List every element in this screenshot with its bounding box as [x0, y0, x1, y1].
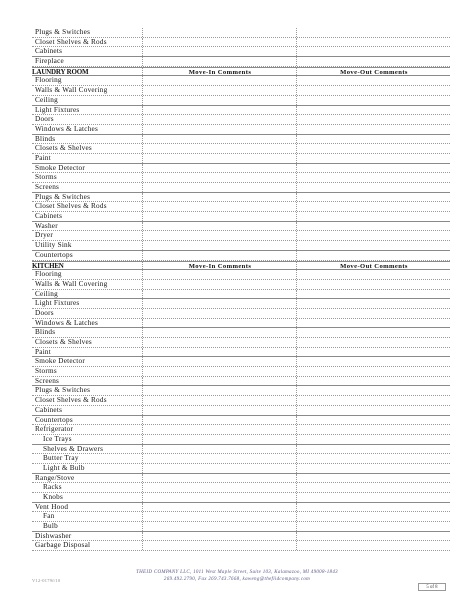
move-out-comment-cell[interactable] — [296, 416, 451, 425]
item-label: Butter Tray — [43, 454, 79, 463]
move-in-comment-cell[interactable] — [142, 154, 297, 163]
move-out-comment-cell[interactable] — [296, 425, 451, 434]
item-label-cell — [32, 338, 142, 347]
checklist-row — [32, 338, 450, 348]
item-label: Dishwasher — [35, 531, 72, 540]
item-label: Blinds — [35, 328, 56, 337]
move-out-comment-cell[interactable] — [296, 251, 451, 260]
move-in-comment-cell[interactable] — [142, 173, 297, 182]
move-out-comment-cell[interactable] — [296, 173, 451, 182]
item-label-cell — [32, 270, 142, 279]
item-label: Windows & Latches — [35, 318, 99, 327]
item-label-cell — [32, 96, 142, 105]
move-in-comment-cell[interactable] — [142, 386, 297, 395]
item-label: Storms — [35, 173, 57, 182]
move-in-comment-cell[interactable] — [142, 290, 297, 299]
move-out-comment-cell[interactable] — [296, 503, 451, 512]
move-out-comment-cell[interactable] — [296, 454, 451, 463]
move-in-comment-cell[interactable] — [142, 483, 297, 492]
move-out-comment-cell[interactable] — [296, 154, 451, 163]
move-in-comment-cell[interactable] — [142, 416, 297, 425]
item-label-cell — [32, 367, 142, 376]
move-out-comment-cell[interactable] — [296, 377, 451, 386]
item-label: Plugs & Switches — [35, 28, 91, 36]
item-label-cell — [32, 454, 142, 463]
move-out-comment-cell[interactable] — [296, 474, 451, 483]
move-out-comment-cell[interactable] — [296, 231, 451, 240]
room-title: KITCHEN — [32, 261, 64, 270]
move-out-comment-cell[interactable] — [296, 532, 451, 541]
move-in-comment-cell[interactable] — [142, 299, 297, 308]
move-out-comment-cell[interactable] — [296, 193, 451, 202]
checklist-row — [32, 406, 450, 416]
move-in-comment-cell[interactable] — [142, 125, 297, 134]
item-label-cell — [32, 135, 142, 144]
item-label: Flooring — [35, 270, 62, 279]
item-label-cell — [32, 86, 142, 95]
move-out-header: Move-Out Comments — [296, 262, 451, 270]
move-out-comment-cell[interactable] — [296, 319, 451, 328]
move-in-header: Move-In Comments — [142, 262, 297, 270]
room-title-cell — [32, 68, 142, 76]
checklist-row — [32, 164, 450, 174]
item-label-cell — [32, 47, 142, 56]
move-out-comment-cell[interactable] — [296, 435, 451, 444]
checklist-row — [32, 386, 450, 396]
checklist-row — [32, 57, 450, 67]
item-label-cell — [32, 251, 142, 260]
item-label-cell — [32, 377, 142, 386]
move-in-comment-cell[interactable] — [142, 425, 297, 434]
checklist-row — [32, 270, 450, 280]
move-in-comment-cell[interactable] — [142, 319, 297, 328]
item-label-cell — [32, 115, 142, 124]
item-label: Doors — [35, 308, 54, 317]
checklist-row — [32, 512, 450, 522]
checklist-row — [32, 299, 450, 309]
item-label: Dryer — [35, 231, 54, 240]
move-out-comment-cell[interactable] — [296, 357, 451, 366]
checklist-row — [32, 144, 450, 154]
move-in-comment-cell[interactable] — [142, 28, 297, 37]
checklist-row — [32, 28, 450, 38]
item-label: Closet Shelves & Rods — [35, 396, 107, 405]
move-in-comment-cell[interactable] — [142, 309, 297, 318]
checklist-row — [32, 503, 450, 513]
checklist-row — [32, 309, 450, 319]
item-label-cell — [32, 173, 142, 182]
move-out-comment-cell[interactable] — [296, 386, 451, 395]
item-label: Racks — [43, 483, 62, 492]
move-in-comment-cell[interactable] — [142, 57, 297, 66]
checklist-row — [32, 396, 450, 406]
move-in-comment-cell[interactable] — [142, 522, 297, 531]
section-header-row — [32, 67, 450, 77]
checklist-row — [32, 183, 450, 193]
item-label-cell — [32, 483, 142, 492]
move-out-comment-cell[interactable] — [296, 406, 451, 415]
checklist-row — [32, 280, 450, 290]
move-out-comment-cell[interactable] — [296, 541, 451, 550]
item-label-cell — [32, 416, 142, 425]
checklist-row — [32, 241, 450, 251]
move-in-comment-cell[interactable] — [142, 532, 297, 541]
company-footer — [0, 570, 474, 583]
checklist-row — [32, 493, 450, 503]
move-out-comment-cell[interactable] — [296, 290, 451, 299]
item-label: Closet Shelves & Rods — [35, 202, 107, 211]
item-label-cell — [32, 106, 142, 115]
item-label-cell — [32, 319, 142, 328]
checklist-row — [32, 212, 450, 222]
move-out-comment-cell[interactable] — [296, 28, 451, 37]
room-title-cell — [32, 262, 142, 270]
checklist-row — [32, 435, 450, 445]
item-label: Walls & Wall Covering — [35, 86, 108, 95]
item-label: Cabinets — [35, 212, 63, 221]
item-label: Range/Stove — [35, 473, 75, 482]
item-label-cell — [32, 425, 142, 434]
move-out-comment-cell[interactable] — [296, 135, 451, 144]
move-in-comment-cell[interactable] — [142, 135, 297, 144]
item-label-cell — [32, 512, 142, 521]
item-label: Blinds — [35, 134, 56, 143]
move-in-comment-cell[interactable] — [142, 96, 297, 105]
item-label-cell — [32, 154, 142, 163]
item-label-cell — [32, 28, 142, 37]
checklist-row — [32, 357, 450, 367]
document-code: V12-0179f/10 — [32, 578, 61, 583]
checklist-row — [32, 96, 450, 106]
checklist-row — [32, 416, 450, 426]
item-label: Fan — [43, 512, 55, 521]
checklist-row — [32, 425, 450, 435]
checklist-row — [32, 328, 450, 338]
item-label-cell — [32, 503, 142, 512]
checklist-row — [32, 231, 450, 241]
move-in-comment-cell[interactable] — [142, 445, 297, 454]
footer-contact-line: 269.492.2790, Fax 269.743.7668, kaweng@thefiidcompany.com — [163, 576, 311, 582]
checklist-row — [32, 348, 450, 358]
item-label: Smoke Detector — [35, 163, 86, 172]
move-in-comment-cell[interactable] — [142, 212, 297, 221]
item-label: Smoke Detector — [35, 357, 86, 366]
move-in-comment-cell[interactable] — [142, 396, 297, 405]
move-out-comment-cell[interactable] — [296, 512, 451, 521]
move-in-comment-cell[interactable] — [142, 231, 297, 240]
item-label: Light Fixtures — [35, 299, 80, 308]
move-in-comment-cell[interactable] — [142, 454, 297, 463]
move-in-comment-cell[interactable] — [142, 357, 297, 366]
checklist-row — [32, 483, 450, 493]
item-label-cell — [32, 541, 142, 550]
checklist-row — [32, 106, 450, 116]
item-label-cell — [32, 231, 142, 240]
move-in-comment-cell[interactable] — [142, 464, 297, 473]
move-in-comment-cell[interactable] — [142, 493, 297, 502]
move-out-header: Move-Out Comments — [296, 68, 451, 76]
move-in-comment-cell[interactable] — [142, 86, 297, 95]
checklist-row — [32, 522, 450, 532]
move-out-comment-cell[interactable] — [296, 202, 451, 211]
item-label-cell — [32, 299, 142, 308]
item-label-cell — [32, 212, 142, 221]
move-out-comment-cell[interactable] — [296, 106, 451, 115]
move-in-comment-cell[interactable] — [142, 280, 297, 289]
footer-address-line: THEID COMPANY LLC, 1011 West Maple Street, Suite 103, Kalamazoo, MI 49008-1843 — [136, 570, 338, 575]
item-label: Garbage Disposal — [35, 541, 91, 550]
item-label-cell — [32, 290, 142, 299]
item-label-cell — [32, 348, 142, 357]
move-in-comment-cell[interactable] — [142, 202, 297, 211]
item-label: Closets & Shelves — [35, 144, 92, 153]
checklist-row — [32, 135, 450, 145]
item-label: Paint — [35, 153, 52, 162]
item-label-cell — [32, 532, 142, 541]
move-in-comment-cell[interactable] — [142, 541, 297, 550]
item-label: Countertops — [35, 250, 73, 259]
inspection-checklist-table — [32, 28, 450, 551]
checklist-row — [32, 377, 450, 387]
item-label-cell — [32, 474, 142, 483]
move-out-comment-cell[interactable] — [296, 464, 451, 473]
item-label: Countertops — [35, 415, 73, 424]
item-label-cell — [32, 57, 142, 66]
move-out-comment-cell[interactable] — [296, 348, 451, 357]
item-label: Plugs & Switches — [35, 386, 91, 395]
move-in-comment-cell[interactable] — [142, 251, 297, 260]
item-label-cell — [32, 386, 142, 395]
move-out-comment-cell[interactable] — [296, 47, 451, 56]
checklist-row — [32, 38, 450, 48]
move-in-comment-cell[interactable] — [142, 38, 297, 47]
move-out-comment-cell[interactable] — [296, 212, 451, 221]
item-label: Light & Bulb — [43, 463, 85, 472]
checklist-row — [32, 76, 450, 86]
move-out-comment-cell[interactable] — [296, 493, 451, 502]
item-label: Refrigerator — [35, 425, 74, 434]
move-in-comment-cell[interactable] — [142, 164, 297, 173]
checklist-row — [32, 445, 450, 455]
item-label-cell — [32, 309, 142, 318]
move-out-comment-cell[interactable] — [296, 164, 451, 173]
move-in-comment-cell[interactable] — [142, 270, 297, 279]
move-in-comment-cell[interactable] — [142, 377, 297, 386]
item-label-cell — [32, 183, 142, 192]
checklist-row — [32, 47, 450, 57]
checklist-row — [32, 454, 450, 464]
item-label-cell — [32, 406, 142, 415]
move-out-comment-cell[interactable] — [296, 222, 451, 231]
move-in-comment-cell[interactable] — [142, 406, 297, 415]
checklist-row — [32, 125, 450, 135]
checklist-row — [32, 532, 450, 542]
page-number: 5 of 8 — [418, 583, 446, 591]
move-in-comment-cell[interactable] — [142, 503, 297, 512]
move-in-comment-cell[interactable] — [142, 144, 297, 153]
item-label-cell — [32, 493, 142, 502]
move-out-comment-cell[interactable] — [296, 96, 451, 105]
move-in-comment-cell[interactable] — [142, 193, 297, 202]
item-label: Knobs — [43, 493, 64, 501]
move-out-comment-cell[interactable] — [296, 57, 451, 66]
move-in-comment-cell[interactable] — [142, 183, 297, 192]
move-out-comment-cell[interactable] — [296, 522, 451, 531]
move-out-comment-cell[interactable] — [296, 86, 451, 95]
item-label-cell — [32, 202, 142, 211]
item-label-cell — [32, 164, 142, 173]
move-out-comment-cell[interactable] — [296, 299, 451, 308]
item-label: Screens — [35, 376, 60, 385]
checklist-row — [32, 115, 450, 125]
move-out-comment-cell[interactable] — [296, 115, 451, 124]
move-in-header: Move-In Comments — [142, 68, 297, 76]
item-label: Bulb — [43, 522, 58, 531]
item-label-cell — [32, 193, 142, 202]
item-label: Light Fixtures — [35, 105, 80, 114]
item-label-cell — [32, 396, 142, 405]
item-label: Screens — [35, 183, 60, 191]
item-label: Ceiling — [35, 95, 58, 104]
move-out-comment-cell[interactable] — [296, 144, 451, 153]
room-title: LAUNDRY ROOM — [32, 67, 89, 76]
move-in-comment-cell[interactable] — [142, 367, 297, 376]
move-out-comment-cell[interactable] — [296, 367, 451, 376]
move-in-comment-cell[interactable] — [142, 348, 297, 357]
item-label-cell — [32, 522, 142, 531]
item-label-cell — [32, 445, 142, 454]
item-label: Flooring — [35, 76, 62, 85]
item-label: Shelves & Drawers — [43, 444, 104, 453]
item-label: Cabinets — [35, 405, 63, 414]
move-in-comment-cell[interactable] — [142, 338, 297, 347]
move-in-comment-cell[interactable] — [142, 106, 297, 115]
item-label: Cabinets — [35, 47, 63, 56]
checklist-row — [32, 193, 450, 203]
item-label-cell — [32, 125, 142, 134]
item-label: Vent Hood — [35, 502, 69, 511]
item-label: Doors — [35, 115, 54, 124]
item-label: Plugs & Switches — [35, 192, 91, 201]
checklist-row — [32, 154, 450, 164]
item-label: Closet Shelves & Rods — [35, 37, 107, 46]
item-label-cell — [32, 435, 142, 444]
checklist-row — [32, 222, 450, 232]
move-out-comment-cell[interactable] — [296, 183, 451, 192]
move-out-comment-cell[interactable] — [296, 76, 451, 85]
item-label: Walls & Wall Covering — [35, 279, 108, 288]
item-label-cell — [32, 222, 142, 231]
move-out-comment-cell[interactable] — [296, 396, 451, 405]
move-out-comment-cell[interactable] — [296, 309, 451, 318]
checklist-row — [32, 367, 450, 377]
item-label-cell — [32, 280, 142, 289]
checklist-row — [32, 202, 450, 212]
move-in-comment-cell[interactable] — [142, 115, 297, 124]
move-in-comment-cell[interactable] — [142, 435, 297, 444]
item-label: Storms — [35, 367, 57, 376]
move-out-comment-cell[interactable] — [296, 328, 451, 337]
move-in-comment-cell[interactable] — [142, 47, 297, 56]
checklist-row — [32, 319, 450, 329]
item-label: Paint — [35, 347, 52, 356]
item-label: Closets & Shelves — [35, 338, 92, 346]
checklist-row — [32, 86, 450, 96]
item-label: Fireplace — [35, 57, 64, 66]
checklist-row — [32, 464, 450, 474]
move-out-comment-cell[interactable] — [296, 270, 451, 279]
move-in-comment-cell[interactable] — [142, 76, 297, 85]
checklist-row — [32, 474, 450, 484]
section-header-row — [32, 261, 450, 271]
item-label: Windows & Latches — [35, 124, 99, 133]
item-label: Utility Sink — [35, 241, 72, 250]
item-label-cell — [32, 464, 142, 473]
move-out-comment-cell[interactable] — [296, 280, 451, 289]
move-in-comment-cell[interactable] — [142, 328, 297, 337]
item-label-cell — [32, 38, 142, 47]
item-label-cell — [32, 357, 142, 366]
move-out-comment-cell[interactable] — [296, 125, 451, 134]
move-out-comment-cell[interactable] — [296, 241, 451, 250]
move-out-comment-cell[interactable] — [296, 445, 451, 454]
move-out-comment-cell[interactable] — [296, 483, 451, 492]
move-out-comment-cell[interactable] — [296, 338, 451, 347]
item-label-cell — [32, 241, 142, 250]
checklist-row — [32, 290, 450, 300]
item-label: Washer — [35, 221, 58, 230]
move-in-comment-cell[interactable] — [142, 474, 297, 483]
item-label-cell — [32, 144, 142, 153]
item-label: Ceiling — [35, 289, 58, 298]
item-label-cell — [32, 76, 142, 85]
item-label-cell — [32, 328, 142, 337]
checklist-row — [32, 541, 450, 551]
checklist-row — [32, 173, 450, 183]
move-in-comment-cell[interactable] — [142, 241, 297, 250]
item-label: Ice Trays — [43, 434, 72, 443]
move-in-comment-cell[interactable] — [142, 222, 297, 231]
move-out-comment-cell[interactable] — [296, 38, 451, 47]
checklist-row — [32, 251, 450, 261]
move-in-comment-cell[interactable] — [142, 512, 297, 521]
